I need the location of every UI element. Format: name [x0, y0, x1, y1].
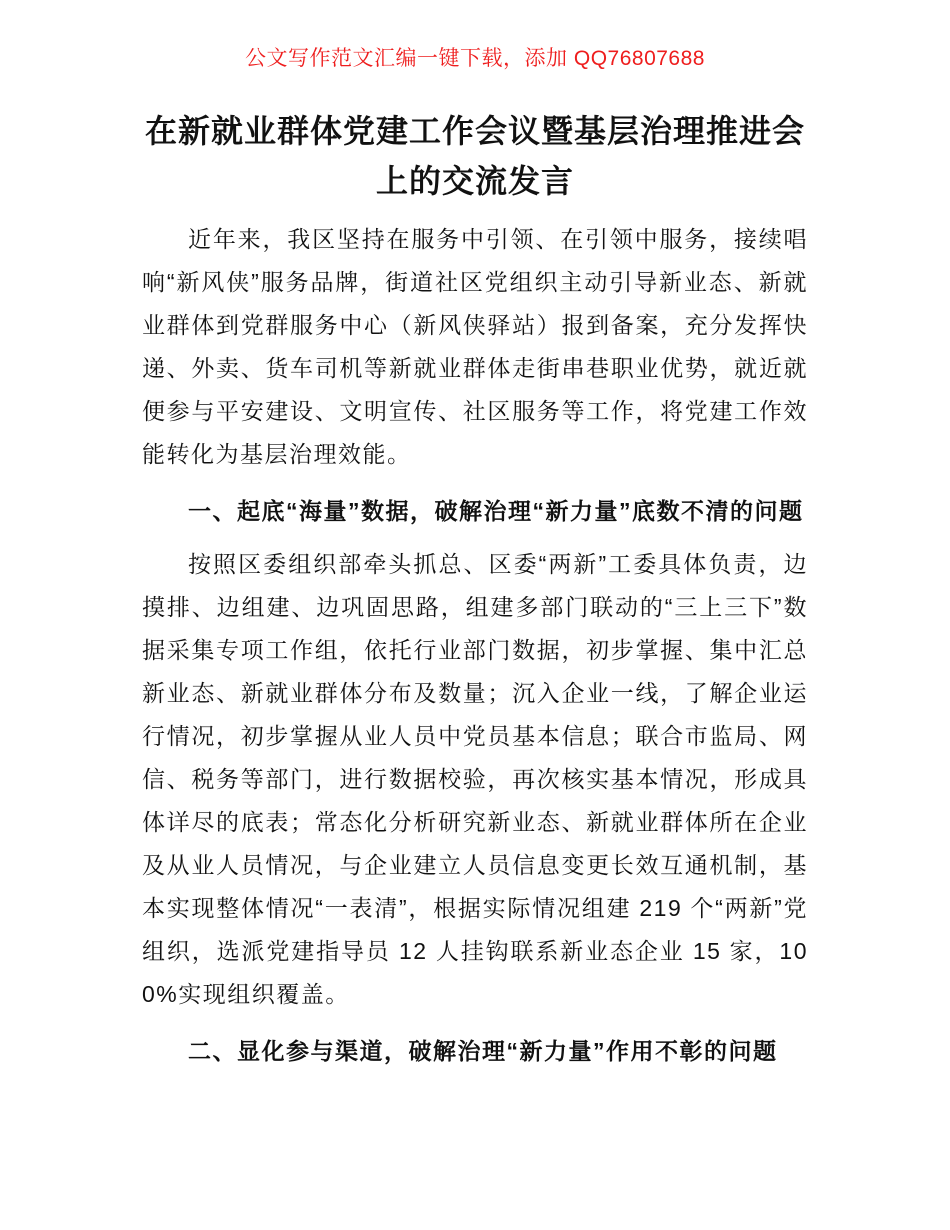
promo-banner: 公文写作范文汇编一键下载，添加 QQ76807688 [245, 47, 705, 70]
paragraph-intro: 近年来，我区坚持在服务中引领、在引领中服务，接续唱响“新风侠”服务品牌，街道社区党组织主动引导新业态、新就业群体到党群服务中心（新风侠驿站）报到备案，充分发挥快递、外卖、货车司机等新就业群体走街串巷职业优势，就近就便参与平安建设、文明宣传、社区服务等工作，将党建工作效能转化为基层治理效能。 [142, 226, 808, 467]
paragraph-section-1: 按照区委组织部牵头抓总、区委“两新”工委具体负责，边摸排、边组建、边巩固思路，组建多部门联动的“三上三下”数据采集专项工作组，依托行业部门数据，初步掌握、集中汇总新业态、新就业群体分布及数量；沉入企业一线，了解企业运行情况，初步掌握从业人员中党员基本信息；联合市监局、网信、税务等部门，进行数据校验，再次核实基本情况，形成具体详尽的底表；常态化分析研究新业态、新就业群体所在企业及从业人员情况，与企业建立人员信息变更长效互通机制，基本实现整体情况“一表清”，根据实际情况组建 219 个“两新”党组织，选派党建指导员 12 人挂钩联系新业态企业 15 家，100%实现组织覆盖。 [142, 551, 808, 1007]
section-heading-2: 二、显化参与渠道，破解治理“新力量”作用不彰的问题 [188, 1038, 778, 1064]
document-title: 在新就业群体党建工作会议暨基层治理推进会上的交流发言 [144, 113, 805, 199]
section-heading-1: 一、起底“海量”数据，破解治理“新力量”底数不清的问题 [188, 498, 804, 524]
